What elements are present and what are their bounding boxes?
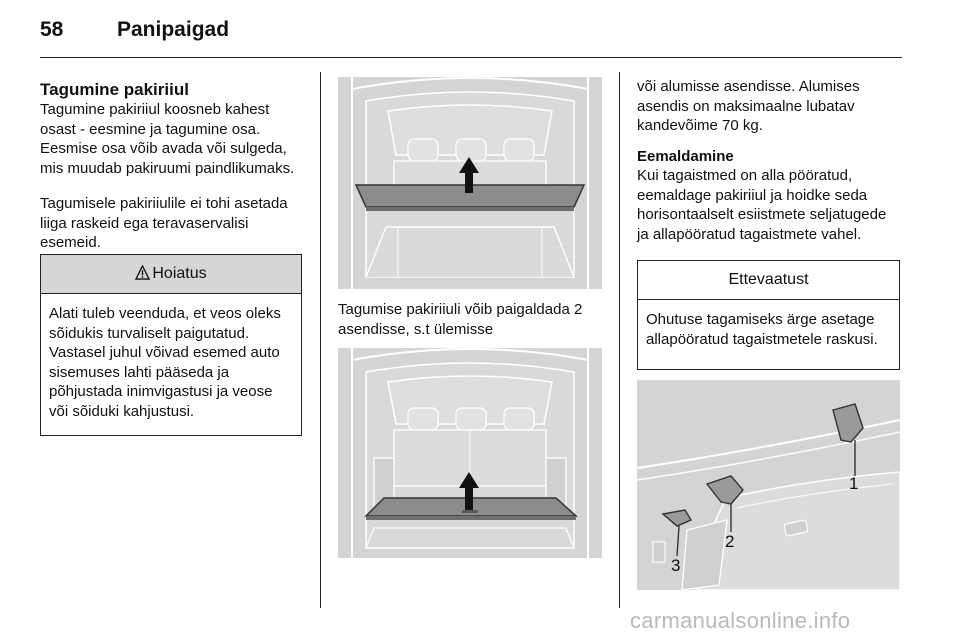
caution-header: Ettevaatust [638, 261, 899, 300]
warning-triangle-icon [135, 265, 150, 280]
warning-title: Hoiatus [152, 265, 207, 282]
removal-paragraph: Kui tagaistmed on alla pööratud, eemaldage pakiriiul ja hoidke seda horisontaalselt esiistmete seljatugede ja allapööratud tagaistmete vahel. [637, 167, 887, 243]
warning-box [40, 254, 302, 436]
caution-body: Ohutuse tagamiseks ärge asetage allapööratud tagaistmetele raskusi. [646, 311, 878, 348]
caution-box [637, 260, 900, 370]
load-paragraph: Tagumisele pakiriiulile ei tohi asetada liiga raskeid ega teravaservalisi esemeid. [40, 195, 288, 252]
column-divider-left [320, 72, 321, 608]
warning-header [41, 255, 301, 294]
header-rule [40, 57, 902, 58]
shelf-upper-illustration [338, 77, 602, 289]
callout-3: 3 [671, 556, 681, 575]
intro-paragraph: Tagumine pakiriiul koosneb kahest osast - eesmine ja tagumine osa. Eesmise osa võib avada või sulgeda, mis muudab pakiruumi paindlikumaks. [40, 101, 295, 177]
page-number: 58 [40, 18, 64, 41]
shelf-lower-illustration [338, 348, 602, 558]
removal-subheading: Eemaldamine [637, 148, 734, 165]
page-title: Panipaigad [117, 18, 230, 41]
mounting-points-illustration [637, 380, 900, 590]
load-capacity-paragraph: või alumisse asendisse. Alumises asendis on maksimaalne lubatav kandevõime 70 kg. [637, 78, 860, 135]
callout-1: 1 [849, 474, 859, 493]
watermark: carmanualsonline.info [630, 608, 851, 633]
column-divider-right [619, 72, 620, 608]
shelf-caption: Tagumise pakiriiuli võib paigaldada 2 asendisse, s.t ülemisse [338, 301, 583, 338]
section-heading: Tagumine pakiriiul [40, 80, 189, 99]
callout-2: 2 [725, 532, 735, 551]
warning-body: Alati tuleb veenduda, et veos oleks sõidukis turvaliselt paigutatud. Vastasel juhul võivad esemed auto sisemuses lahti pääseda ja põhjustada inimvigastusi ja veose või sõiduki kahjustusi. [49, 305, 281, 420]
